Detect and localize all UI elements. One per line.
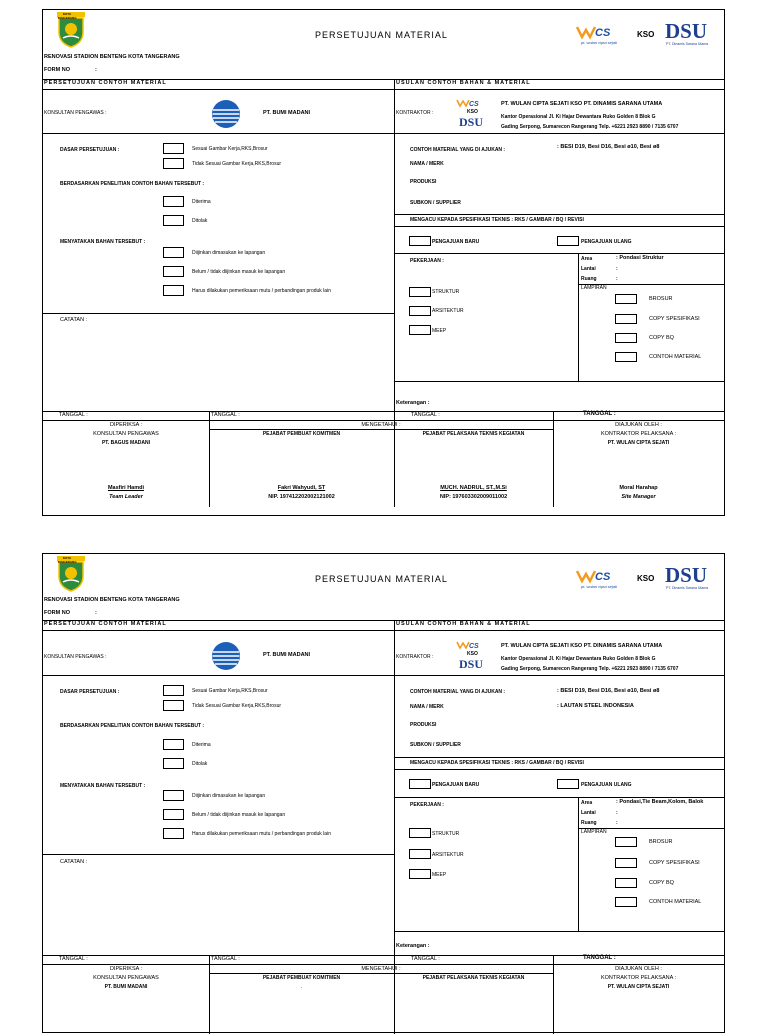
- pengajuan-baru-label: PENGAJUAN BARU: [432, 782, 480, 788]
- form-no-colon: :: [95, 610, 97, 616]
- diperiksa-company: PT. BUMI MADANI: [104, 984, 148, 990]
- diajukan-role: KONTRAKTOR PELAKSANA :: [600, 975, 677, 981]
- contoh-material-label: CONTOH MATERIAL YANG DI AJUKAN :: [410, 147, 506, 153]
- sesuai-checkbox[interactable]: [163, 685, 184, 696]
- arsitektur-label: ARSITEKTUR: [432, 308, 464, 314]
- ditolak-option: Ditolak: [192, 218, 208, 224]
- contoh-material-value: : BESI D19, Besi D16, Besi ø10, Besi ø8: [557, 688, 660, 694]
- struktur-label: STRUKTUR: [432, 289, 460, 295]
- mengacu-label: MENGACU KEPADA SPESIFIKASI TEKNIS : RKS / GAMBAR / BQ / REVISI: [410, 760, 584, 766]
- ruang-value: :: [616, 820, 618, 826]
- svg-text:KSO: KSO: [467, 651, 478, 657]
- consultant-label: KONSULTAN PENGAWAS :: [44, 110, 107, 116]
- catatan-label: CATATAN :: [60, 317, 88, 323]
- contoh-material-label: CONTOH MATERIAL YANG DI AJUKAN :: [410, 689, 506, 695]
- brosur-checkbox[interactable]: [615, 837, 637, 847]
- tanggal-3: TANGGAL :: [411, 412, 440, 418]
- tidak-sesuai-checkbox[interactable]: [163, 700, 184, 711]
- produksi-label: PRODUKSI: [410, 722, 437, 728]
- pengajuan-ulang-label: PENGAJUAN ULANG: [581, 782, 632, 788]
- signatory-3-nip: NIP: 197603302009011002: [439, 494, 508, 500]
- harus-checkbox[interactable]: [163, 828, 184, 839]
- dsu-tagline: PT. Dinamis Sarana Utama: [666, 586, 709, 590]
- dasar-persetujuan-label: DASAR PERSETUJUAN :: [60, 147, 120, 153]
- wcs-dsu-small-logo-icon: [455, 638, 491, 672]
- form-no-label: FORM NO: [44, 610, 70, 616]
- svg-text:KSO: KSO: [467, 109, 478, 115]
- wcs-tagline: pt. wulan cipta sejati: [581, 584, 618, 589]
- arsitektur-checkbox[interactable]: [409, 849, 431, 859]
- svg-text:CS: CS: [595, 27, 611, 39]
- dsu-logo-icon: DSU: [665, 563, 708, 587]
- dsu-logo-icon: DSU: [665, 19, 708, 43]
- diijinkan-checkbox[interactable]: [163, 790, 184, 801]
- ruang-label: Ruang: [581, 276, 597, 282]
- ditolak-checkbox[interactable]: [163, 215, 184, 226]
- tanggal-1: TANGGAL :: [59, 412, 88, 418]
- kso-label: KSO: [637, 30, 655, 39]
- svg-text:CS: CS: [469, 101, 479, 108]
- copy-spesifikasi-label: COPY SPESIFIKASI: [649, 316, 700, 322]
- struktur-checkbox[interactable]: [409, 287, 431, 297]
- svg-text:CS: CS: [469, 643, 479, 650]
- signatory-4-title: Site Manager: [621, 494, 656, 500]
- ppk-dot: .: [300, 984, 303, 990]
- tanggal-1: TANGGAL :: [59, 956, 88, 962]
- mengacu-label: MENGACU KEPADA SPESIFIKASI TEKNIS : RKS / GAMBAR / BQ / REVISI: [410, 217, 584, 223]
- area-label: Area: [581, 256, 593, 262]
- ppk-label: PEJABAT PEMBUAT KOMITMEN: [262, 431, 341, 437]
- signatory-1-name: Masfiri Hamdi: [107, 485, 145, 491]
- belum-option: Belum / tidak diijinkan masuk ke lapangan: [192, 269, 286, 275]
- berdasarkan-label: BERDASARKAN PENELITIAN CONTOH BAHAN TERSEBUT :: [60, 181, 205, 187]
- contractor-label: KONTRAKTOR :: [396, 110, 434, 116]
- pekerjaan-label: PEKERJAAN :: [410, 802, 444, 808]
- mengetahui-label: MENGETAHUI :: [361, 422, 401, 428]
- copy-bq-label: COPY BQ: [649, 880, 674, 886]
- lampiran-label: LAMPIRAN: [581, 829, 607, 835]
- contractor-address-1: Kantor Operasional Jl. Ki Hajar Dewantara Ruko Golden 8 Blok G: [501, 114, 656, 120]
- belum-option: Belum / tidak diijinkan masuk ke lapangan: [192, 812, 286, 818]
- signatory-3-name: MUCH. NADRUL, ST.,M.Si: [440, 485, 507, 491]
- consultant-name: PT. BUMI MADANI: [263, 652, 311, 658]
- ruang-value: :: [616, 276, 618, 282]
- belum-checkbox[interactable]: [163, 809, 184, 820]
- pengajuan-ulang-checkbox[interactable]: [557, 236, 579, 246]
- arsitektur-label: ARSITEKTUR: [432, 852, 464, 858]
- struktur-label: STRUKTUR: [432, 831, 460, 837]
- signatory-1-title: Team Leader: [109, 494, 143, 500]
- diterima-option: Diterima: [192, 199, 211, 205]
- kso-label: KSO: [637, 574, 655, 583]
- diperiksa-role: KONSULTAN PENGAWAS: [93, 975, 159, 981]
- copy-spesifikasi-checkbox[interactable]: [615, 314, 637, 324]
- signatory-4-name: Moral Harahap: [619, 485, 658, 491]
- lantai-label: Lantai: [581, 810, 596, 816]
- nama-merk-label: NAMA / MERK: [410, 704, 444, 710]
- sesuai-option: Sesuai Gambar Kerja,RKS,Brosur: [192, 146, 268, 152]
- project-name: RENOVASI STADION BENTENG KOTA TANGERANG: [44, 597, 180, 603]
- berdasarkan-label: BERDASARKAN PENELITIAN CONTOH BAHAN TERSEBUT :: [60, 723, 205, 729]
- tanggal-4: TANGGAL :: [583, 955, 616, 961]
- diajukan-label: DIAJUKAN OLEH :: [615, 422, 662, 428]
- struktur-checkbox[interactable]: [409, 828, 431, 838]
- harus-checkbox[interactable]: [163, 285, 184, 296]
- brosur-label: BROSUR: [649, 839, 673, 845]
- meep-checkbox[interactable]: [409, 325, 431, 335]
- subkon-label: SUBKON / SUPPLIER: [410, 200, 461, 206]
- harus-option: Harus dilakukan pemeriksaan mutu / perbandingan produk lain: [192, 831, 331, 837]
- meep-label: MEEP: [432, 872, 447, 878]
- belum-checkbox[interactable]: [163, 266, 184, 277]
- contractor-address-2: Gading Serpong, Sumarecon Rangerang Telp. +6221 2923 8890 / 7135 6707: [501, 666, 679, 672]
- brosur-checkbox[interactable]: [615, 294, 637, 304]
- menyatakan-label: MENYATAKAN BAHAN TERSEBUT :: [60, 239, 146, 245]
- copy-bq-label: COPY BQ: [649, 335, 674, 341]
- diajukan-company: PT. WULAN CIPTA SEJATI: [607, 984, 670, 990]
- diajukan-label: DIAJUKAN OLEH :: [615, 966, 662, 972]
- tidak-sesuai-option: Tidak Sesuai Gambar Kerja,RKS,Brosur: [192, 703, 282, 709]
- contractor-address-1: Kantor Operasional Jl. Ki Hajar Dewantara Ruko Golden 8 Blok G: [501, 656, 656, 662]
- contoh-material-lampiran-label: CONTOH MATERIAL: [649, 354, 702, 360]
- pengajuan-baru-checkbox[interactable]: [409, 236, 431, 246]
- copy-bq-checkbox[interactable]: [615, 878, 637, 888]
- diajukan-company: PT. WULAN CIPTA SEJATI: [607, 440, 670, 446]
- project-name: RENOVASI STADION BENTENG KOTA TANGERANG: [44, 54, 180, 60]
- tidak-sesuai-checkbox[interactable]: [163, 158, 184, 169]
- pengajuan-baru-checkbox[interactable]: [409, 779, 431, 789]
- harus-option: Harus dilakukan pemeriksaan mutu / perbandingan produk lain: [192, 288, 331, 294]
- tidak-sesuai-option: Tidak Sesuai Gambar Kerja,RKS,Brosur: [192, 161, 282, 167]
- tanggal-3: TANGGAL :: [411, 956, 440, 962]
- city-banner: KOTA TANGERANG: [57, 12, 77, 20]
- form-title: PERSETUJUAN MATERIAL: [315, 574, 448, 584]
- diterima-checkbox[interactable]: [163, 739, 184, 750]
- nama-merk-value: : LAUTAN STEEL INDONESIA: [557, 703, 634, 709]
- diterima-checkbox[interactable]: [163, 196, 184, 207]
- diperiksa-company: PT. BAGUS MADANI: [101, 440, 151, 446]
- bumi-madani-logo-icon: [211, 99, 241, 129]
- material-approval-form-1: [42, 9, 725, 516]
- wcs-dsu-small-logo-icon: [455, 96, 491, 130]
- arsitektur-checkbox[interactable]: [409, 306, 431, 316]
- consultant-label: KONSULTAN PENGAWAS :: [44, 654, 107, 660]
- consultant-name: PT. BUMI MADANI: [263, 110, 311, 116]
- copy-spesifikasi-checkbox[interactable]: [615, 858, 637, 868]
- city-banner: KOTA TANGERANG: [57, 556, 77, 564]
- keterangan-label: Keterangan :: [396, 943, 430, 949]
- signatory-2-name: Fakri Wahyudi, ST: [277, 485, 326, 491]
- sesuai-checkbox[interactable]: [163, 143, 184, 154]
- diterima-option: Diterima: [192, 742, 211, 748]
- produksi-label: PRODUKSI: [410, 179, 437, 185]
- contoh-material-checkbox[interactable]: [615, 352, 637, 362]
- tanggal-2: TANGGAL :: [211, 412, 240, 418]
- subkon-label: SUBKON / SUPPLIER: [410, 742, 461, 748]
- ditolak-option: Ditolak: [192, 761, 208, 767]
- diperiksa-label: DIPERIKSA :: [109, 966, 143, 972]
- diijinkan-checkbox[interactable]: [163, 247, 184, 258]
- svg-text:CS: CS: [595, 571, 611, 583]
- catatan-label: CATATAN :: [60, 859, 88, 865]
- pengajuan-ulang-checkbox[interactable]: [557, 779, 579, 789]
- copy-bq-checkbox[interactable]: [615, 333, 637, 343]
- keterangan-label: Keterangan :: [396, 400, 430, 406]
- svg-text:DSU: DSU: [459, 657, 484, 671]
- contractor-name: PT. WULAN CIPTA SEJATI KSO PT. DINAMIS SARANA UTAMA: [501, 101, 663, 107]
- left-section-header: PERSETUJUAN CONTOH MATERIAL: [44, 80, 167, 86]
- ruang-label: Ruang: [581, 820, 597, 826]
- contoh-material-value: : BESI D19, Besi D16, Besi ø10, Besi ø8: [557, 144, 660, 150]
- pptk-label: PEJABAT PELAKSANA TEKNIS KEGIATAN: [422, 975, 525, 981]
- brosur-label: BROSUR: [649, 296, 673, 302]
- diperiksa-label: DIPERIKSA :: [109, 422, 143, 428]
- lampiran-label: LAMPIRAN: [581, 285, 607, 291]
- contoh-material-checkbox[interactable]: [615, 897, 637, 907]
- bumi-madani-logo-icon: [211, 641, 241, 671]
- mengetahui-label: MENGETAHUI :: [361, 966, 401, 972]
- diijinkan-option: Diijinkan dimasukan ke lapangan: [192, 250, 266, 256]
- right-section-header: USULAN CONTOH BAHAN & MATERIAL: [396, 80, 531, 86]
- contractor-address-2: Gading Serpong, Sumarecon Rangerang Telp. +6221 2923 8890 / 7135 6707: [501, 124, 679, 130]
- form-title: PERSETUJUAN MATERIAL: [315, 30, 448, 40]
- signatory-2-nip: NIP. 197412202002121002: [268, 494, 335, 500]
- dasar-persetujuan-label: DASAR PERSETUJUAN :: [60, 689, 120, 695]
- tanggal-4: TANGGAL :: [583, 411, 616, 417]
- pekerjaan-label: PEKERJAAN :: [410, 258, 444, 264]
- pengajuan-baru-label: PENGAJUAN BARU: [432, 239, 480, 245]
- meep-checkbox[interactable]: [409, 869, 431, 879]
- meep-label: MEEP: [432, 328, 447, 334]
- diperiksa-role: KONSULTAN PENGAWAS: [93, 431, 159, 437]
- svg-text:DSU: DSU: [459, 115, 484, 129]
- nama-merk-label: NAMA / MERK: [410, 161, 444, 167]
- lantai-value: :: [616, 810, 618, 816]
- form-no-colon: :: [95, 67, 97, 73]
- tanggal-2: TANGGAL :: [211, 956, 240, 962]
- diajukan-role: KONTRAKTOR PELAKSANA :: [600, 431, 677, 437]
- menyatakan-label: MENYATAKAN BAHAN TERSEBUT :: [60, 783, 146, 789]
- left-section-header: PERSETUJUAN CONTOH MATERIAL: [44, 621, 167, 627]
- contractor-label: KONTRAKTOR :: [396, 654, 434, 660]
- lantai-label: Lantai: [581, 266, 596, 272]
- material-approval-form-2: [42, 553, 725, 1033]
- area-value: : Pondasi,Tie Beam,Kolom, Balok: [616, 799, 704, 805]
- area-value: : Pondasi Struktur: [616, 255, 664, 261]
- dsu-tagline: PT. Dinamis Sarana Utama: [666, 42, 709, 46]
- contractor-name: PT. WULAN CIPTA SEJATI KSO PT. DINAMIS SARANA UTAMA: [501, 643, 663, 649]
- pptk-label: PEJABAT PELAKSANA TEKNIS KEGIATAN: [422, 431, 525, 437]
- contoh-material-lampiran-label: CONTOH MATERIAL: [649, 899, 702, 905]
- form-no-label: FORM NO: [44, 67, 70, 73]
- ppk-label: PEJABAT PEMBUAT KOMITMEN: [262, 975, 341, 981]
- diijinkan-option: Diijinkan dimasukan ke lapangan: [192, 793, 266, 799]
- sesuai-option: Sesuai Gambar Kerja,RKS,Brosur: [192, 688, 268, 694]
- ditolak-checkbox[interactable]: [163, 758, 184, 769]
- right-section-header: USULAN CONTOH BAHAN & MATERIAL: [396, 621, 531, 627]
- wcs-tagline: pt. wulan cipta sejati: [581, 40, 618, 45]
- copy-spesifikasi-label: COPY SPESIFIKASI: [649, 860, 700, 866]
- area-label: Area: [581, 800, 593, 806]
- pengajuan-ulang-label: PENGAJUAN ULANG: [581, 239, 632, 245]
- lantai-value: :: [616, 266, 618, 272]
